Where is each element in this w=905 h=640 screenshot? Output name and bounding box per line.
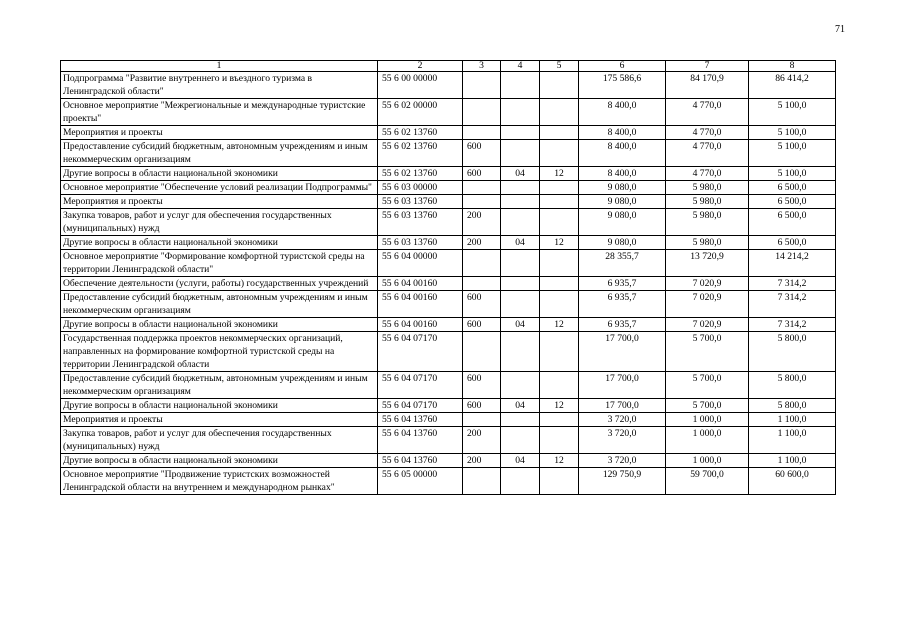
section-cell (501, 372, 540, 399)
target-code-cell: 55 6 04 13760 (378, 427, 463, 454)
table-row (61, 468, 836, 495)
item-name-cell: Государственная поддержка проектов некоммерческих организаций, направленных на формирование комфортной туристской среды на территории Ленинградской области (61, 332, 378, 372)
amount-col7-cell: 5 980,0 (666, 195, 749, 209)
subsection-cell (540, 372, 579, 399)
column-header: 7 (666, 61, 749, 72)
amount-col6-cell: 3 720,0 (579, 454, 666, 468)
item-name-cell: Мероприятия и проекты (61, 126, 378, 140)
amount-col6-cell: 3 720,0 (579, 413, 666, 427)
section-cell (501, 427, 540, 454)
item-name-cell: Закупка товаров, работ и услуг для обеспечения государственных (муниципальных) нужд (61, 427, 378, 454)
target-code-cell: 55 6 04 00160 (378, 318, 463, 332)
table-row (61, 209, 836, 236)
section-cell: 04 (501, 167, 540, 181)
amount-col8-cell: 5 100,0 (749, 126, 836, 140)
table-row (61, 399, 836, 413)
amount-col6-cell: 8 400,0 (579, 167, 666, 181)
expense-type-cell: 200 (463, 209, 501, 236)
amount-col6-cell: 8 400,0 (579, 126, 666, 140)
section-cell: 04 (501, 236, 540, 250)
expense-type-cell: 200 (463, 454, 501, 468)
amount-col6-cell: 17 700,0 (579, 372, 666, 399)
table-row (61, 72, 836, 99)
expense-type-cell: 600 (463, 372, 501, 399)
expense-type-cell (463, 126, 501, 140)
table-row (61, 427, 836, 454)
subsection-cell (540, 277, 579, 291)
amount-col7-cell: 1 000,0 (666, 413, 749, 427)
amount-col8-cell: 60 600,0 (749, 468, 836, 495)
amount-col7-cell: 5 700,0 (666, 399, 749, 413)
amount-col8-cell: 86 414,2 (749, 72, 836, 99)
target-code-cell: 55 6 03 13760 (378, 236, 463, 250)
amount-col6-cell: 175 586,6 (579, 72, 666, 99)
table-row (61, 250, 836, 277)
amount-col7-cell: 84 170,9 (666, 72, 749, 99)
amount-col7-cell: 7 020,9 (666, 291, 749, 318)
amount-col7-cell: 5 980,0 (666, 236, 749, 250)
amount-col6-cell: 6 935,7 (579, 291, 666, 318)
amount-col6-cell: 9 080,0 (579, 209, 666, 236)
column-header: 6 (579, 61, 666, 72)
expense-type-cell: 600 (463, 318, 501, 332)
amount-col7-cell: 7 020,9 (666, 318, 749, 332)
table-row (61, 277, 836, 291)
target-code-cell: 55 6 04 00160 (378, 277, 463, 291)
expense-type-cell (463, 99, 501, 126)
target-code-cell: 55 6 02 13760 (378, 126, 463, 140)
expense-type-cell (463, 72, 501, 99)
subsection-cell: 12 (540, 236, 579, 250)
section-cell (501, 195, 540, 209)
amount-col8-cell: 7 314,2 (749, 277, 836, 291)
item-name-cell: Основное мероприятие "Продвижение туристских возможностей Ленинградской области на внутреннем и международном рынках" (61, 468, 378, 495)
amount-col6-cell: 9 080,0 (579, 181, 666, 195)
amount-col8-cell: 1 100,0 (749, 413, 836, 427)
subsection-cell (540, 250, 579, 277)
target-code-cell: 55 6 03 13760 (378, 195, 463, 209)
target-code-cell: 55 6 03 13760 (378, 209, 463, 236)
subsection-cell: 12 (540, 454, 579, 468)
section-cell (501, 413, 540, 427)
amount-col8-cell: 1 100,0 (749, 427, 836, 454)
subsection-cell (540, 468, 579, 495)
column-header: 8 (749, 61, 836, 72)
amount-col8-cell: 6 500,0 (749, 209, 836, 236)
table-row (61, 167, 836, 181)
target-code-cell: 55 6 05 00000 (378, 468, 463, 495)
amount-col7-cell: 4 770,0 (666, 140, 749, 167)
subsection-cell (540, 140, 579, 167)
amount-col7-cell: 5 700,0 (666, 332, 749, 372)
section-cell (501, 126, 540, 140)
amount-col8-cell: 5 800,0 (749, 372, 836, 399)
item-name-cell: Другие вопросы в области национальной экономики (61, 454, 378, 468)
target-code-cell: 55 6 04 07170 (378, 372, 463, 399)
item-name-cell: Обеспечение деятельности (услуги, работы) государственных учреждений (61, 277, 378, 291)
column-header: 4 (501, 61, 540, 72)
expense-type-cell: 600 (463, 399, 501, 413)
expense-type-cell: 600 (463, 140, 501, 167)
amount-col7-cell: 4 770,0 (666, 126, 749, 140)
amount-col8-cell: 5 100,0 (749, 99, 836, 126)
subsection-cell (540, 99, 579, 126)
amount-col8-cell: 5 100,0 (749, 140, 836, 167)
expense-type-cell (463, 468, 501, 495)
amount-col7-cell: 5 700,0 (666, 372, 749, 399)
table-row (61, 99, 836, 126)
subsection-cell (540, 195, 579, 209)
column-header: 2 (378, 61, 463, 72)
target-code-cell: 55 6 04 00000 (378, 250, 463, 277)
item-name-cell: Мероприятия и проекты (61, 413, 378, 427)
table-header-row (61, 61, 836, 72)
table-row (61, 195, 836, 209)
amount-col8-cell: 14 214,2 (749, 250, 836, 277)
expense-type-cell (463, 413, 501, 427)
target-code-cell: 55 6 04 07170 (378, 332, 463, 372)
subsection-cell (540, 291, 579, 318)
table-row (61, 140, 836, 167)
amount-col6-cell: 9 080,0 (579, 195, 666, 209)
expense-type-cell (463, 181, 501, 195)
section-cell: 04 (501, 454, 540, 468)
expense-type-cell (463, 250, 501, 277)
amount-col8-cell: 7 314,2 (749, 291, 836, 318)
section-cell (501, 209, 540, 236)
amount-col6-cell: 17 700,0 (579, 399, 666, 413)
amount-col8-cell: 6 500,0 (749, 195, 836, 209)
section-cell (501, 332, 540, 372)
subsection-cell: 12 (540, 167, 579, 181)
item-name-cell: Другие вопросы в области национальной экономики (61, 399, 378, 413)
item-name-cell: Подпрограмма "Развитие внутреннего и въездного туризма в Ленинградской области" (61, 72, 378, 99)
amount-col6-cell: 17 700,0 (579, 332, 666, 372)
table-row (61, 181, 836, 195)
section-cell (501, 72, 540, 99)
target-code-cell: 55 6 02 13760 (378, 140, 463, 167)
item-name-cell: Мероприятия и проекты (61, 195, 378, 209)
amount-col8-cell: 5 800,0 (749, 332, 836, 372)
subsection-cell (540, 72, 579, 99)
subsection-cell: 12 (540, 399, 579, 413)
section-cell (501, 181, 540, 195)
amount-col8-cell: 5 800,0 (749, 399, 836, 413)
budget-table (60, 60, 836, 495)
subsection-cell (540, 126, 579, 140)
section-cell (501, 140, 540, 167)
section-cell (501, 291, 540, 318)
amount-col6-cell: 8 400,0 (579, 99, 666, 126)
item-name-cell: Основное мероприятие "Межрегиональные и международные туристские проекты" (61, 99, 378, 126)
amount-col7-cell: 4 770,0 (666, 99, 749, 126)
item-name-cell: Предоставление субсидий бюджетным, автономным учреждениям и иным некоммерческим организациям (61, 291, 378, 318)
target-code-cell: 55 6 04 00160 (378, 291, 463, 318)
item-name-cell: Закупка товаров, работ и услуг для обеспечения государственных (муниципальных) нужд (61, 209, 378, 236)
table-row (61, 413, 836, 427)
amount-col6-cell: 8 400,0 (579, 140, 666, 167)
amount-col8-cell: 7 314,2 (749, 318, 836, 332)
section-cell: 04 (501, 399, 540, 413)
column-header: 3 (463, 61, 501, 72)
amount-col8-cell: 1 100,0 (749, 454, 836, 468)
amount-col6-cell: 129 750,9 (579, 468, 666, 495)
table-row (61, 126, 836, 140)
subsection-cell: 12 (540, 318, 579, 332)
expense-type-cell: 200 (463, 427, 501, 454)
column-header: 1 (61, 61, 378, 72)
item-name-cell: Основное мероприятие "Формирование комфортной туристской среды на территории Ленинградской области" (61, 250, 378, 277)
amount-col7-cell: 5 980,0 (666, 209, 749, 236)
amount-col8-cell: 5 100,0 (749, 167, 836, 181)
table-row (61, 454, 836, 468)
section-cell (501, 468, 540, 495)
amount-col7-cell: 5 980,0 (666, 181, 749, 195)
section-cell (501, 99, 540, 126)
section-cell: 04 (501, 318, 540, 332)
subsection-cell (540, 181, 579, 195)
expense-type-cell: 600 (463, 167, 501, 181)
amount-col7-cell: 7 020,9 (666, 277, 749, 291)
expense-type-cell (463, 195, 501, 209)
expense-type-cell: 200 (463, 236, 501, 250)
subsection-cell (540, 427, 579, 454)
amount-col7-cell: 1 000,0 (666, 454, 749, 468)
amount-col7-cell: 13 720,9 (666, 250, 749, 277)
target-code-cell: 55 6 03 00000 (378, 181, 463, 195)
amount-col7-cell: 59 700,0 (666, 468, 749, 495)
table-body (61, 72, 836, 495)
section-cell (501, 250, 540, 277)
expense-type-cell (463, 277, 501, 291)
target-code-cell: 55 6 02 00000 (378, 99, 463, 126)
table-row (61, 236, 836, 250)
amount-col6-cell: 3 720,0 (579, 427, 666, 454)
section-cell (501, 277, 540, 291)
item-name-cell: Основное мероприятие "Обеспечение условий реализации Подпрограммы" (61, 181, 378, 195)
item-name-cell: Другие вопросы в области национальной экономики (61, 318, 378, 332)
amount-col6-cell: 6 935,7 (579, 277, 666, 291)
target-code-cell: 55 6 04 13760 (378, 413, 463, 427)
item-name-cell: Другие вопросы в области национальной экономики (61, 167, 378, 181)
column-header: 5 (540, 61, 579, 72)
amount-col7-cell: 1 000,0 (666, 427, 749, 454)
target-code-cell: 55 6 04 13760 (378, 454, 463, 468)
subsection-cell (540, 332, 579, 372)
item-name-cell: Предоставление субсидий бюджетным, автономным учреждениям и иным некоммерческим организациям (61, 140, 378, 167)
subsection-cell (540, 209, 579, 236)
amount-col8-cell: 6 500,0 (749, 181, 836, 195)
item-name-cell: Предоставление субсидий бюджетным, автономным учреждениям и иным некоммерческим организациям (61, 372, 378, 399)
table-row (61, 318, 836, 332)
amount-col7-cell: 4 770,0 (666, 167, 749, 181)
table-row (61, 372, 836, 399)
table-row (61, 291, 836, 318)
item-name-cell: Другие вопросы в области национальной экономики (61, 236, 378, 250)
amount-col6-cell: 28 355,7 (579, 250, 666, 277)
page-number: 71 (835, 24, 845, 35)
table-row (61, 332, 836, 372)
target-code-cell: 55 6 00 00000 (378, 72, 463, 99)
amount-col6-cell: 6 935,7 (579, 318, 666, 332)
target-code-cell: 55 6 04 07170 (378, 399, 463, 413)
subsection-cell (540, 413, 579, 427)
target-code-cell: 55 6 02 13760 (378, 167, 463, 181)
amount-col8-cell: 6 500,0 (749, 236, 836, 250)
expense-type-cell: 600 (463, 291, 501, 318)
amount-col6-cell: 9 080,0 (579, 236, 666, 250)
expense-type-cell (463, 332, 501, 372)
